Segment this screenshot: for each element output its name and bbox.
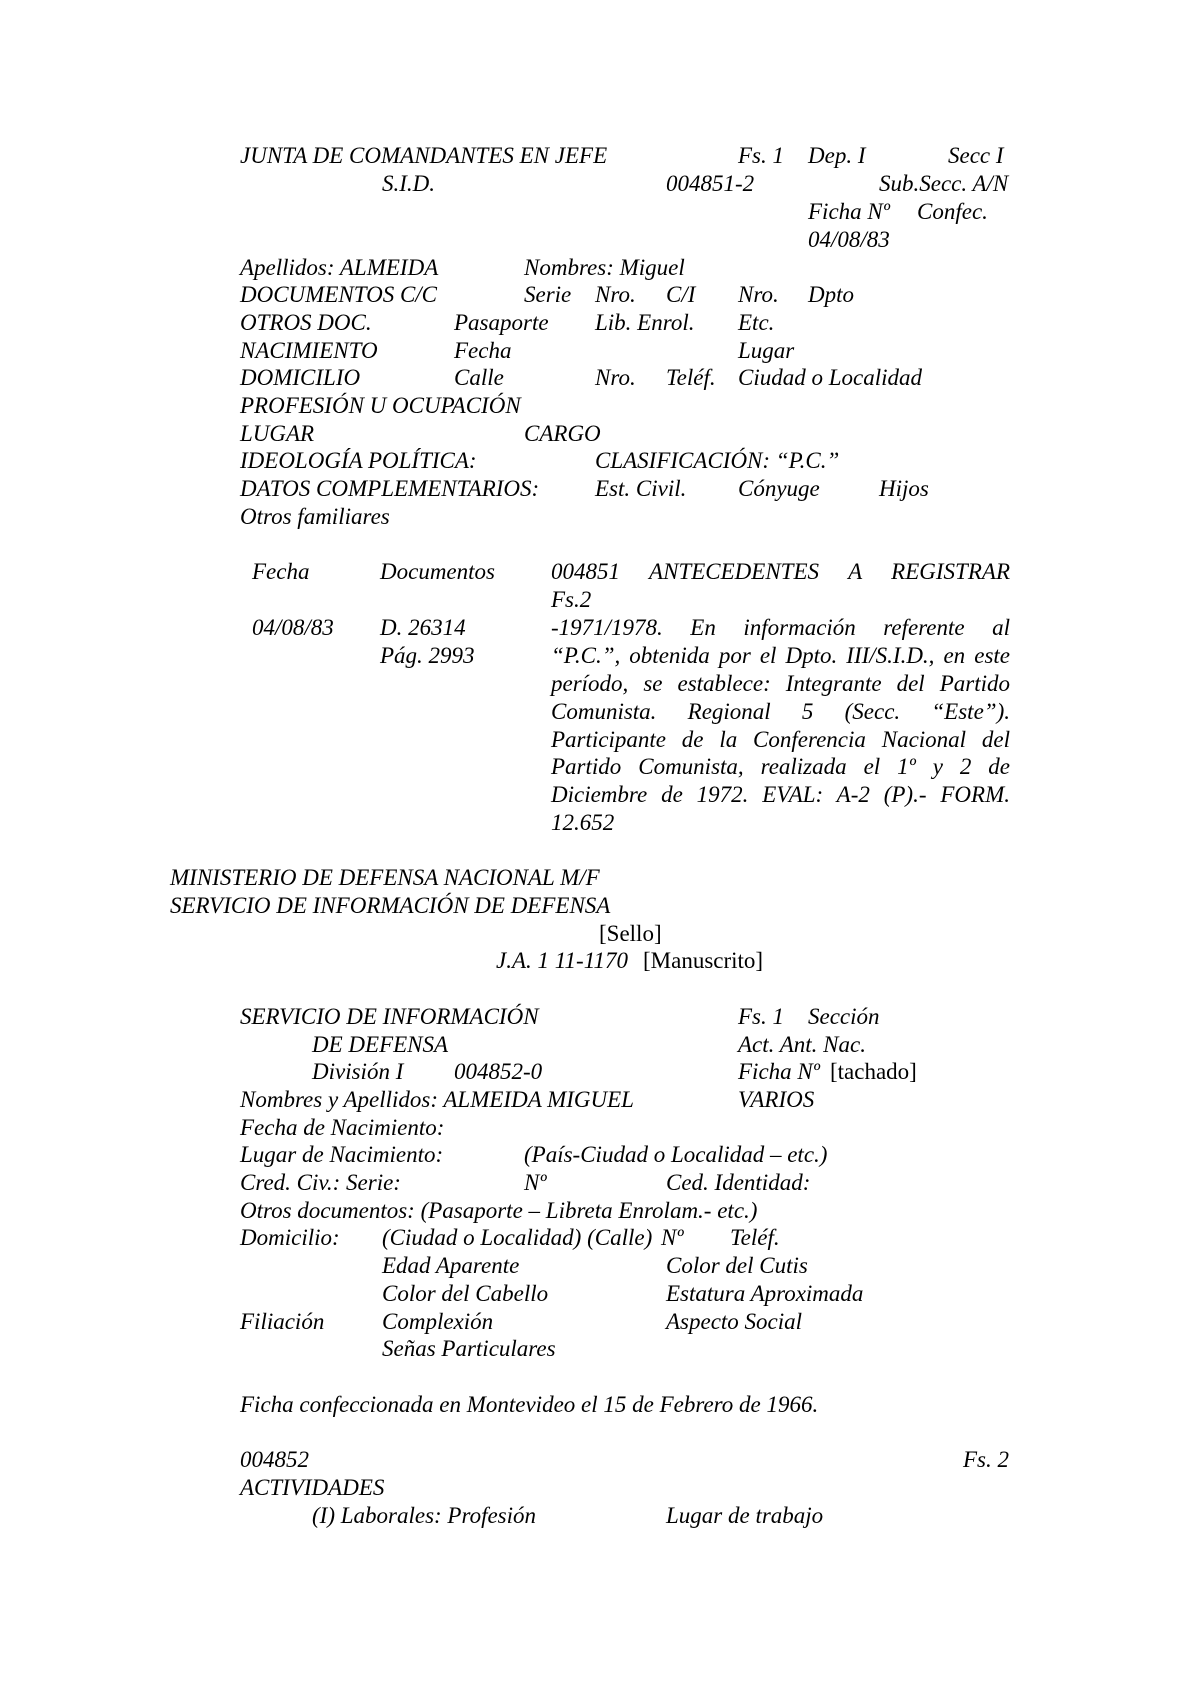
antecedentes-header-fs: Fs.2 bbox=[551, 586, 592, 612]
antecedentes-col-documentos: Documentos bbox=[380, 559, 495, 584]
otros-doc-label: OTROS DOC. bbox=[240, 310, 372, 335]
actividades-heading: ACTIVIDADES bbox=[240, 1475, 385, 1500]
ficha2-cred-n: Nº bbox=[524, 1170, 547, 1195]
otros-doc-lib: Lib. Enrol. bbox=[595, 310, 695, 335]
nombres-field: Nombres: Miguel bbox=[524, 255, 685, 280]
entry-fecha: 04/08/83 bbox=[252, 615, 334, 640]
ja-handwritten-code: J.A. 1 11-1170 bbox=[496, 948, 629, 973]
otros-doc-pasaporte: Pasaporte bbox=[454, 310, 549, 335]
otros-familiares-label: Otros familiares bbox=[240, 504, 390, 529]
entry-text bbox=[551, 614, 1010, 837]
nacimiento-lugar: Lugar bbox=[738, 338, 795, 363]
entry-text-line: Comunista. Regional 5 (Secc. “Este”). bbox=[551, 698, 1010, 724]
conyuge-label: Cónyuge bbox=[738, 476, 820, 501]
entry-doc-number: D. 26314 bbox=[380, 615, 466, 640]
profesion-label: PROFESIÓN U OCUPACIÓN bbox=[240, 393, 521, 418]
antecedentes-header-line: 004851 ANTECEDENTES A REGISTRAR bbox=[551, 559, 1010, 584]
est-civil-label: Est. Civil. bbox=[595, 476, 687, 501]
nacimiento-fecha: Fecha bbox=[454, 338, 512, 363]
antecedentes-col-fecha: Fecha bbox=[252, 559, 310, 584]
ficha2-senas: Señas Particulares bbox=[382, 1336, 556, 1361]
ficha2-lugar-nac-value: (País-Ciudad o Localidad – etc.) bbox=[524, 1142, 828, 1167]
ficha2-ced: Ced. Identidad: bbox=[666, 1170, 811, 1195]
ficha1-date: 04/08/83 bbox=[808, 227, 890, 252]
ficha2-domicilio: Domicilio: bbox=[240, 1225, 340, 1250]
ficha2-fs: Fs. 1 bbox=[738, 1004, 784, 1029]
ministerio-line2: SERVICIO DE INFORMACIÓN DE DEFENSA bbox=[170, 893, 611, 918]
lugar-label: LUGAR bbox=[240, 421, 315, 446]
ficha2-edad: Edad Aparente bbox=[382, 1253, 520, 1278]
manuscrito-note: [Manuscrito] bbox=[643, 948, 764, 973]
documentos-label: DOCUMENTOS C/C bbox=[240, 282, 438, 307]
ministerio-line1: MINISTERIO DE DEFENSA NACIONAL M/F bbox=[170, 865, 600, 890]
entry-text-line: -1971/1978. En información referente al bbox=[551, 615, 1010, 640]
ficha2-lugar-nac: Lugar de Nacimiento: bbox=[240, 1142, 444, 1167]
documentos-dpto: Dpto bbox=[808, 282, 854, 307]
tachado-note: [tachado] bbox=[830, 1059, 917, 1084]
ficha2-aspecto: Aspecto Social bbox=[666, 1309, 803, 1334]
ficha1-confec: Confec. bbox=[917, 199, 988, 224]
domicilio-nro: Nro. bbox=[595, 365, 636, 390]
ficha2-fs2: Fs. 2 bbox=[963, 1447, 1009, 1472]
documentos-serie: Serie bbox=[524, 282, 572, 307]
ficha2-domicilio-n: Nº bbox=[661, 1225, 684, 1250]
domicilio-telef: Teléf. bbox=[666, 365, 716, 390]
antecedentes-header bbox=[551, 558, 1010, 614]
ficha2-ficha-no: Ficha Nº bbox=[738, 1059, 820, 1084]
ficha2-confeccionada: Ficha confeccionada en Montevideo el 15 de Febrero de 1966. bbox=[240, 1392, 819, 1417]
ficha2-domicilio-value: (Ciudad o Localidad) (Calle) bbox=[382, 1225, 653, 1250]
datos-complementarios-label: DATOS COMPLEMENTARIOS: bbox=[240, 476, 540, 501]
domicilio-label: DOMICILIO bbox=[240, 365, 361, 390]
ficha1-ficha-no: Ficha Nº bbox=[808, 199, 890, 224]
domicilio-ciudad: Ciudad o Localidad bbox=[738, 365, 923, 390]
sello-note: [Sello] bbox=[599, 921, 662, 946]
otros-doc-etc: Etc. bbox=[738, 310, 775, 335]
ficha2-seccion: Sección bbox=[808, 1004, 880, 1029]
clasificacion-field: CLASIFICACIÓN: “P.C.” bbox=[595, 448, 840, 473]
documentos-nro: Nro. bbox=[595, 282, 636, 307]
ficha2-division: División I bbox=[312, 1059, 404, 1084]
nacimiento-label: NACIMIENTO bbox=[240, 338, 378, 363]
entry-text-line: 12.652 bbox=[551, 810, 615, 836]
ficha2-cred: Cred. Civ.: Serie: bbox=[240, 1170, 401, 1195]
entry-text-line: período, se establece: Integrante del Partido bbox=[551, 670, 1010, 696]
ficha2-act: Act. Ant. Nac. bbox=[738, 1032, 866, 1057]
ficha2-filiacion: Filiación bbox=[240, 1309, 325, 1334]
ficha1-fs: Fs. 1 bbox=[738, 143, 784, 168]
ficha2-number2: 004852 bbox=[240, 1447, 309, 1472]
ficha1-org: JUNTA DE COMANDANTES EN JEFE bbox=[240, 143, 608, 168]
documentos-nro2: Nro. bbox=[738, 282, 779, 307]
ficha2-fecha-nac: Fecha de Nacimiento: bbox=[240, 1115, 445, 1140]
ficha2-nombres: Nombres y Apellidos: ALMEIDA MIGUEL bbox=[240, 1087, 634, 1112]
ideologia-label: IDEOLOGÍA POLÍTICA: bbox=[240, 448, 477, 473]
ficha2-org1: SERVICIO DE INFORMACIÓN bbox=[240, 1004, 539, 1029]
ficha2-org2: DE DEFENSA bbox=[312, 1032, 449, 1057]
entry-text-line: “P.C.”, obtenida por el Dpto. III/S.I.D., en este bbox=[551, 642, 1010, 668]
hijos-label: Hijos bbox=[879, 476, 929, 501]
ficha1-sid: S.I.D. bbox=[382, 171, 436, 196]
entry-text-line: Partido Comunista, realizada el 1º y 2 de bbox=[551, 754, 1010, 780]
documentos-ci: C/I bbox=[666, 282, 696, 307]
ficha2-domicilio-tel: Teléf. bbox=[730, 1225, 780, 1250]
entry-doc-page: Pág. 2993 bbox=[380, 643, 475, 668]
ficha2-number: 004852-0 bbox=[454, 1059, 543, 1084]
ficha2-cutis: Color del Cutis bbox=[666, 1253, 808, 1278]
cargo-label: CARGO bbox=[524, 421, 601, 446]
ficha1-secc: Secc I bbox=[948, 143, 1004, 168]
ficha1-dep: Dep. I bbox=[808, 143, 866, 168]
ficha2-varios: VARIOS bbox=[738, 1087, 815, 1112]
ficha2-estatura: Estatura Aproximada bbox=[666, 1281, 864, 1306]
laborales-label: (I) Laborales: Profesión bbox=[312, 1503, 537, 1528]
entry-text-line: Diciembre de 1972. EVAL: A-2 (P).- FORM. bbox=[551, 782, 1010, 808]
ficha2-complexion: Complexión bbox=[382, 1309, 494, 1334]
domicilio-calle: Calle bbox=[454, 365, 504, 390]
ficha1-number: 004851-2 bbox=[666, 171, 755, 196]
lugar-trabajo-label: Lugar de trabajo bbox=[666, 1503, 824, 1528]
ficha1-subsecc: Sub.Secc. A/N bbox=[879, 171, 1009, 196]
ficha2-cabello: Color del Cabello bbox=[382, 1281, 549, 1306]
ficha2-otros-docs: Otros documentos: (Pasaporte – Libreta Enrolam.- etc.) bbox=[240, 1198, 758, 1223]
entry-text-line: Participante de la Conferencia Nacional del bbox=[551, 726, 1010, 752]
apellidos-field: Apellidos: ALMEIDA bbox=[240, 255, 439, 280]
